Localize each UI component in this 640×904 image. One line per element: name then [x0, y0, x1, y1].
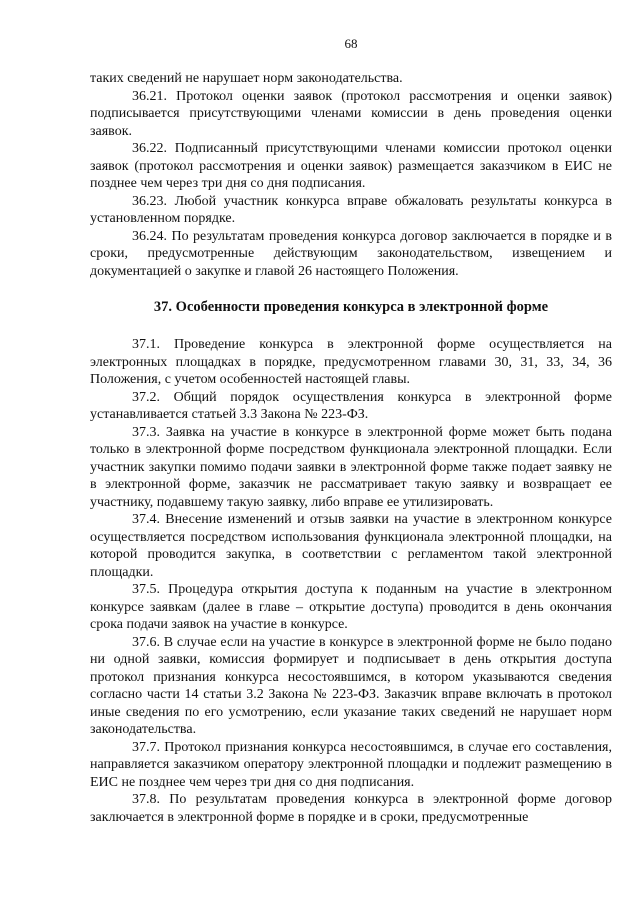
paragraph-36-23: 36.23. Любой участник конкурса вправе обжаловать результаты конкурса в установленном порядке.	[90, 193, 612, 226]
page-number: 68	[344, 36, 358, 51]
paragraph-37-8: 37.8. По результатам проведения конкурса в электронной форме договор заключается в электронной форме в порядке и в сроки, предусмотренные	[90, 792, 612, 825]
paragraphs-after-section	[90, 336, 612, 826]
paragraph-continuation: таких сведений не нарушает норм законодательства.	[90, 71, 403, 86]
paragraph-37-6: 37.6. В случае если на участие в конкурсе в электронной форме не было подано ни одной заявки, комиссия формирует и подписывает в день открытия доступа протокол признания конкурса несостоявшимся, в котором указываются сведения согласно части 14 статьи 3.2 Закона № 223-ФЗ. Заказчик вправе включать в протокол иные сведения по его усмотрению, если указание таких сведений не нарушает норм законодательства.	[90, 634, 612, 737]
paragraph-36-24: 36.24. По результатам проведения конкурса договор заключается в порядке и в сроки, предусмотренные действующим законодательством, извещением и документацией о закупке и главой 26 настоящего Положения.	[90, 228, 612, 279]
paragraph-36-21: 36.21. Протокол оценки заявок (протокол рассмотрения и оценки заявок) подписывается присутствующими членами комиссии в день проведения оценки заявок.	[90, 88, 612, 139]
paragraph-37-3: 37.3. Заявка на участие в конкурсе в электронной форме может быть подана только в электронной форме посредством функционала электронной площадки. Если участник закупки помимо подачи заявки в электронной форме также подает заявку не в электронной форме, заказчик не рассматривает такую заявку и возвращает ее участнику, подавшему такую заявку, либо вправе ее утилизировать.	[90, 424, 612, 510]
paragraph-36-22: 36.22. Подписанный присутствующими членами комиссии протокол оценки заявок (протокол рассмотрения и оценки заявок) размещается заказчиком в ЕИС не позднее чем через три дня со дня подписания.	[90, 141, 612, 191]
paragraph-37-1: 37.1. Проведение конкурса в электронной форме осуществляется на электронных площадках в порядке, предусмотренном главами 30, 31, 33, 34, 36 Положения, с учетом особенностей настоящей главы.	[90, 337, 612, 387]
paragraph-37-4: 37.4. Внесение изменений и отзыв заявки на участие в электронном конкурсе осуществляется посредством использования функционала электронной площадки, на которой проводится закупка, в соответствии с регламентом такой электронной площадки.	[90, 512, 612, 580]
paragraph-37-7: 37.7. Протокол признания конкурса несостоявшимся, в случае его составления, направляется заказчиком оператору электронной площадки и подлежит размещению в ЕИС не позднее чем через три дня со дня подписания.	[90, 739, 612, 790]
section-heading: 37. Особенности проведения конкурса в электронной форме	[153, 299, 549, 315]
document-page	[90, 36, 612, 826]
paragraph-37-2: 37.2. Общий порядок осуществления конкурса в электронной форме устанавливается статьей 3.3 Закона № 223-ФЗ.	[90, 389, 612, 422]
paragraphs-before-section	[90, 70, 612, 280]
paragraph-37-5: 37.5. Процедура открытия доступа к поданным на участие в электронном конкурсе заявкам (далее в главе – открытие доступа) проводится в день окончания срока подачи заявок на участие в конкурсе.	[90, 582, 612, 632]
